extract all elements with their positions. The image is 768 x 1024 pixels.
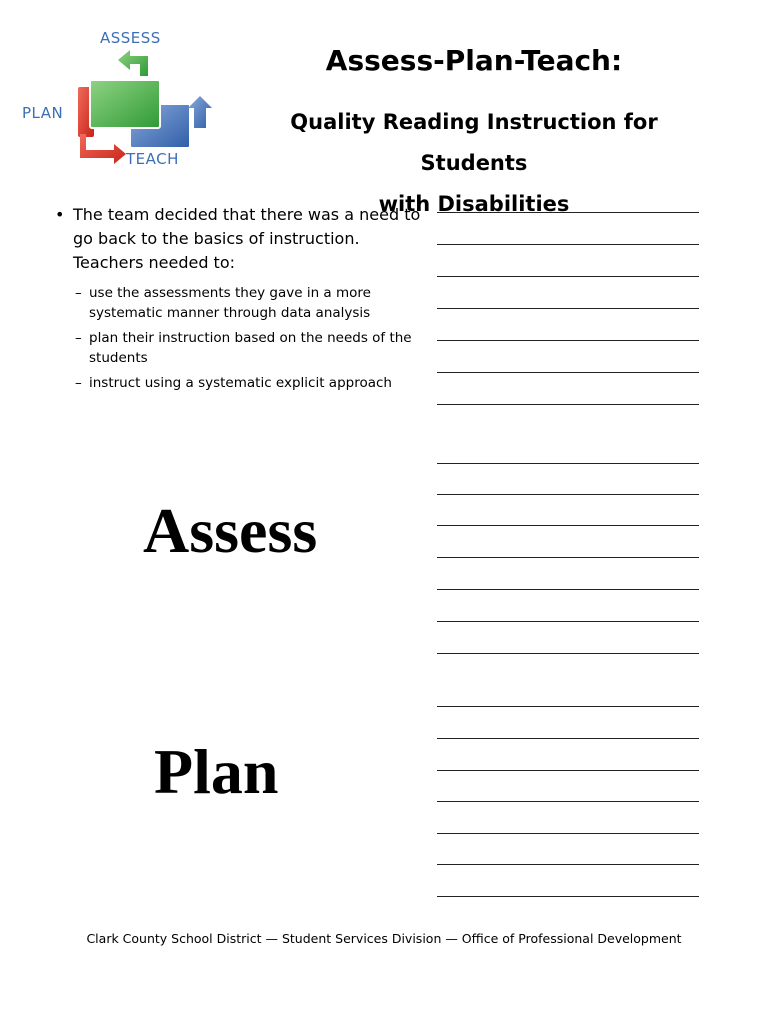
note-line (437, 896, 699, 897)
note-line (437, 212, 699, 213)
page-title: Assess-Plan-Teach: (325, 44, 623, 77)
note-line (437, 833, 699, 834)
sub-bullet-list (55, 283, 435, 393)
note-line (437, 589, 699, 590)
assess-plan-teach-logo (18, 26, 228, 171)
note-line (437, 557, 699, 558)
note-line (437, 706, 699, 707)
sub-bullet-text: use the assessments they gave in a more systematic manner through data analysis (89, 285, 371, 321)
section-heading-plan: Plan (154, 736, 279, 807)
bullet-list (55, 203, 435, 398)
note-line (437, 801, 699, 802)
note-line (437, 404, 699, 405)
subtitle-line-2: with Disabilities (378, 192, 570, 216)
sub-bullet-item (75, 328, 435, 368)
note-line (437, 653, 699, 654)
note-line (437, 463, 699, 464)
subtitle-line-1: Quality Reading Instruction for Students (290, 110, 658, 175)
note-line (437, 621, 699, 622)
logo-plan-label: PLAN (22, 104, 64, 122)
bullet-item (55, 203, 435, 275)
note-line (437, 372, 699, 373)
sub-bullet-text: instruct using a systematic explicit approach (89, 375, 392, 391)
footer-text: Clark County School District — Student Services Division — Office of Professional Development (86, 931, 682, 946)
note-line (437, 308, 699, 309)
sub-bullet-item (75, 373, 435, 393)
dash-icon: – (75, 375, 82, 391)
note-line (437, 494, 699, 495)
note-line (437, 864, 699, 865)
note-line (437, 770, 699, 771)
sub-bullet-text: plan their instruction based on the needs of the students (89, 330, 412, 366)
bullet-main-text: The team decided that there was a need to go back to the basics of instruction. Teachers needed to: (73, 205, 421, 272)
note-line (437, 525, 699, 526)
note-line (437, 276, 699, 277)
cycle-arrows-icon (18, 26, 228, 171)
section-heading-assess: Assess (143, 495, 318, 566)
logo-assess-label: ASSESS (100, 29, 161, 47)
note-line (437, 738, 699, 739)
note-lines (437, 0, 699, 1024)
note-line (437, 340, 699, 341)
sub-bullet-item (75, 283, 435, 323)
logo-teach-label: TEACH (126, 150, 179, 168)
bullet-dot-icon: • (55, 205, 65, 224)
dash-icon: – (75, 285, 82, 301)
note-line (437, 244, 699, 245)
dash-icon: – (75, 330, 82, 346)
